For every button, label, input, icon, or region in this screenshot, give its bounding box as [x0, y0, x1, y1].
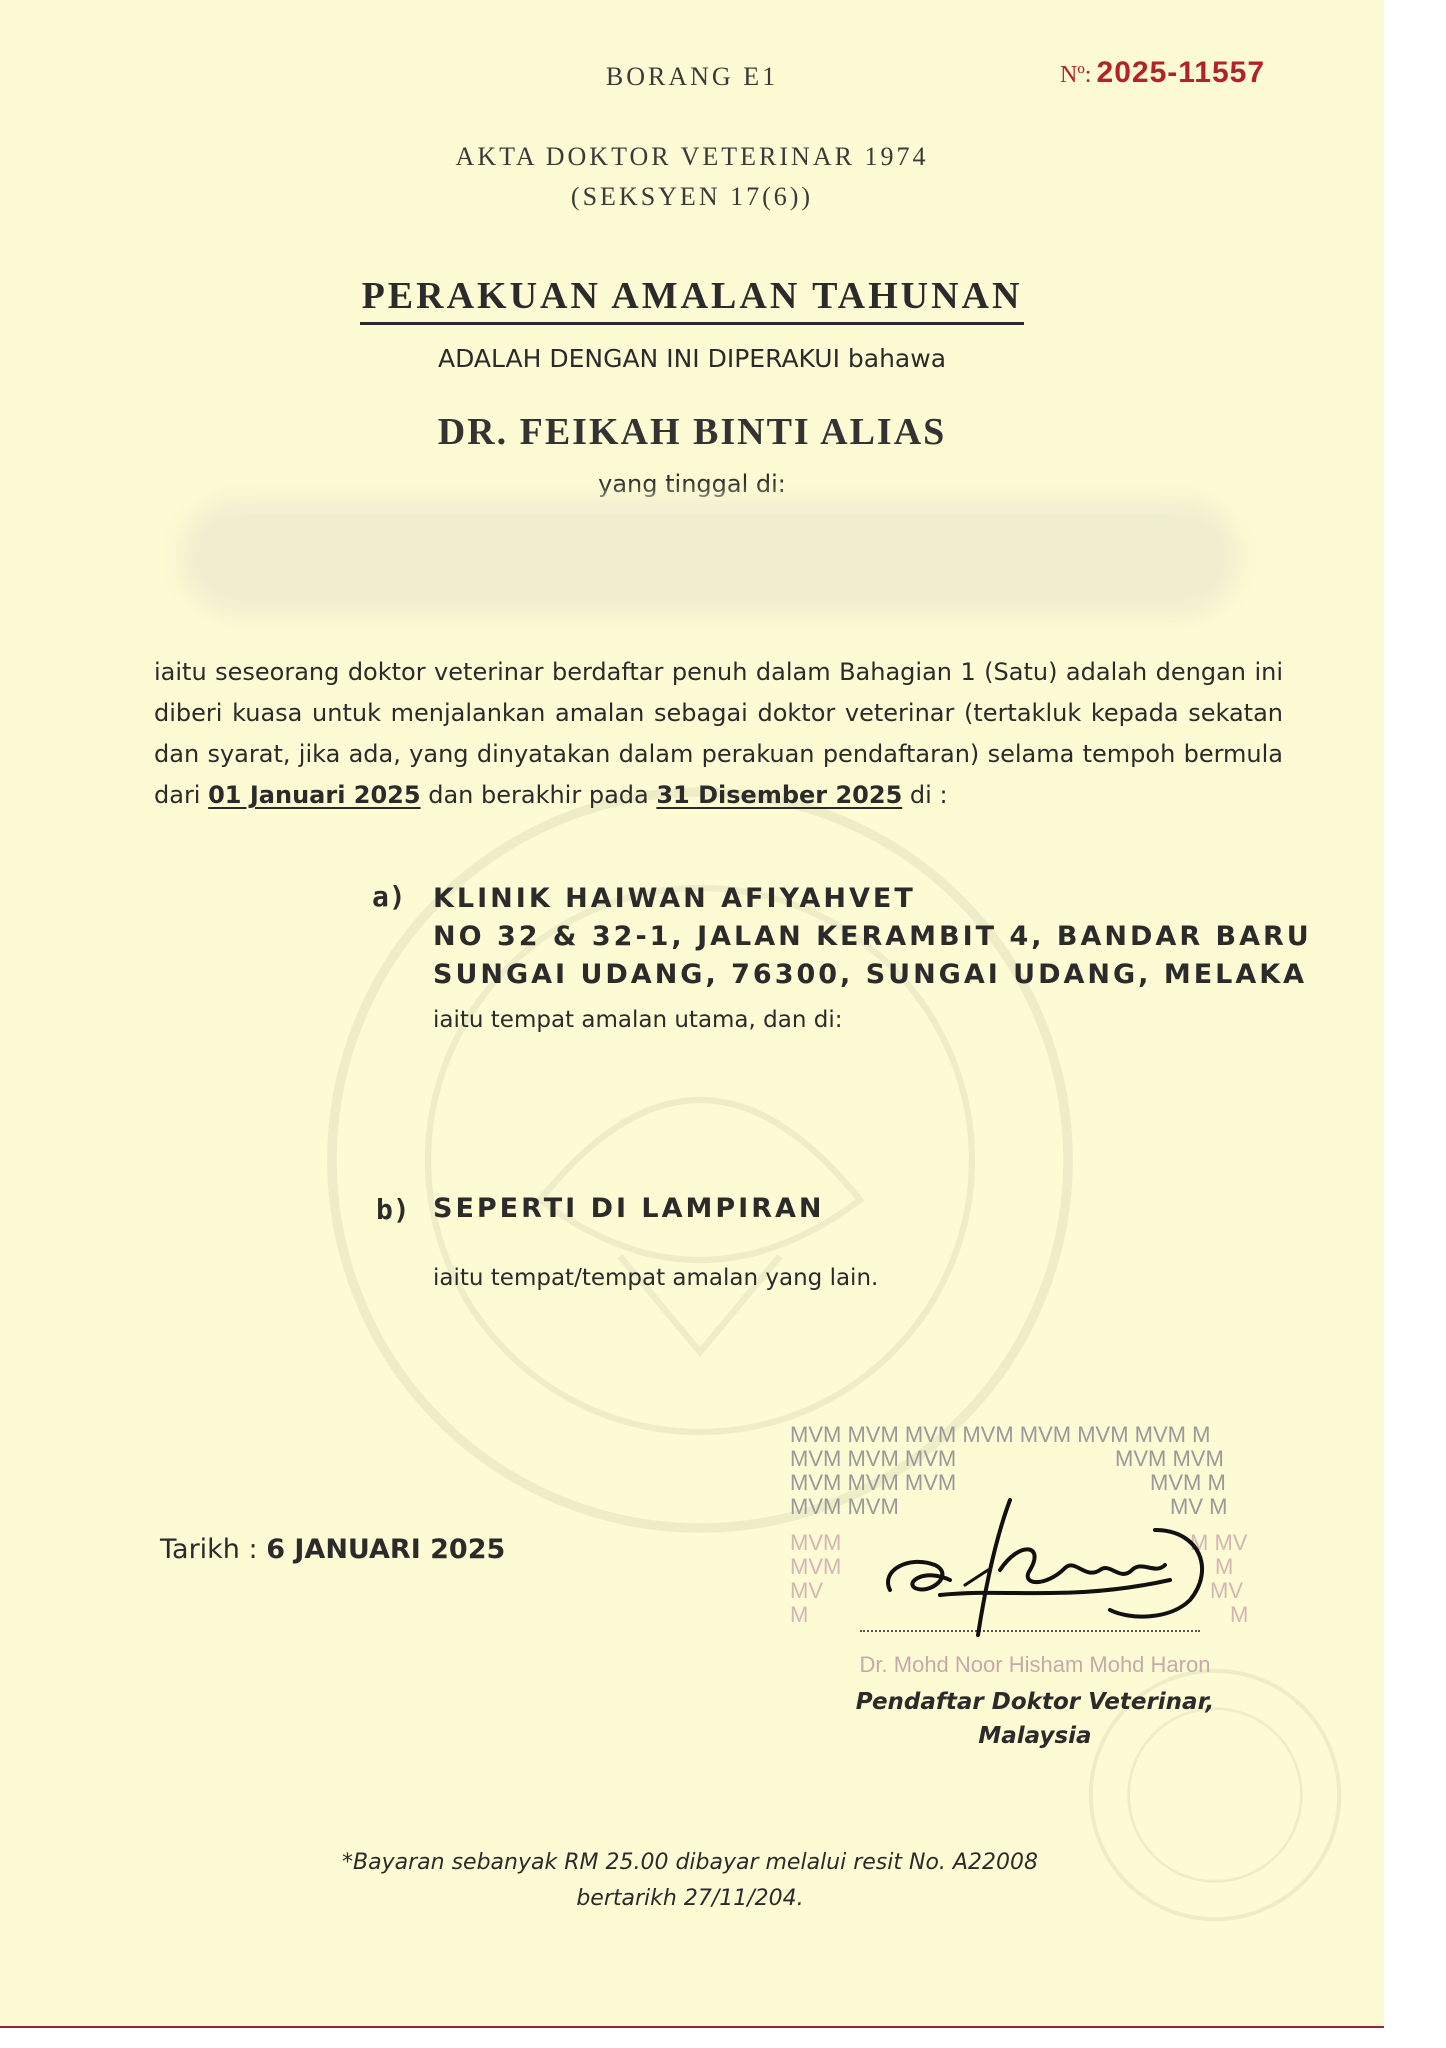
- act-name: AKTA DOKTOR VETERINAR 1974: [455, 142, 929, 171]
- stamp-row-icon: MVM MVM: [790, 1494, 899, 1519]
- certificate-title: PERAKUAN AMALAN TAHUNAN: [360, 272, 1025, 325]
- serial-number: [1060, 56, 1265, 90]
- svg-text:M: M: [1230, 1602, 1249, 1627]
- end-date: 31 Disember 2025: [656, 781, 903, 809]
- primary-practice-address: [433, 880, 1312, 994]
- declaration-text: ADALAH DENGAN INI DIPERAKUI bahawa: [437, 344, 947, 373]
- other-practice-note: iaitu tempat/tempat amalan yang lain.: [433, 1265, 879, 1291]
- form-label: BORANG E1: [605, 62, 779, 91]
- issue-date-value: 6 JANUARI 2025: [266, 1534, 506, 1565]
- other-practice-text: SEPERTI DI LAMPIRAN: [433, 1193, 825, 1224]
- residing-label: yang tinggal di:: [598, 470, 786, 498]
- primary-marker: a): [372, 880, 406, 913]
- body-text-2: dan berakhir pada: [420, 781, 657, 809]
- stamp-row-icon: MVM MVM: [1115, 1446, 1224, 1471]
- signature-icon: [870, 1470, 1240, 1640]
- stamp-row-icon: MV M: [1170, 1494, 1228, 1519]
- issue-date: [160, 1534, 505, 1565]
- stamp-row-icon: MVM M: [1150, 1470, 1226, 1495]
- start-date: 01 Januari 2025: [208, 781, 421, 809]
- authorization-paragraph: [154, 652, 1283, 816]
- issue-date-label: Tarikh :: [160, 1534, 267, 1565]
- stamp-row-icon: MVM MVM MVM MVM MVM MVM MVM M: [790, 1422, 1211, 1447]
- svg-text:MV: MV: [1210, 1578, 1243, 1603]
- svg-text:M MV: M MV: [1190, 1530, 1248, 1555]
- redacted-address: [180, 498, 1240, 616]
- primary-practice-note: iaitu tempat amalan utama, dan di:: [433, 1007, 843, 1033]
- svg-text:MV: MV: [790, 1578, 823, 1603]
- serial-prefix: Nº:: [1060, 62, 1092, 88]
- other-marker: b): [376, 1193, 410, 1226]
- svg-text:MVM: MVM: [790, 1554, 842, 1579]
- svg-text:M: M: [790, 1602, 809, 1627]
- payment-note: [250, 1845, 1130, 1917]
- primary-address-line: SUNGAI UDANG, 76300, SUNGAI UDANG, MELAKA: [433, 959, 1308, 990]
- registrar-title-line: Pendaftar Doktor Veterinar,: [855, 1689, 1215, 1715]
- serial-value: 2025-11557: [1096, 56, 1266, 89]
- svg-text:MVM: MVM: [790, 1530, 842, 1555]
- bottom-border: [0, 2026, 1384, 2028]
- payment-line: bertarikh 27/11/204.: [576, 1886, 804, 1911]
- body-text-1: iaitu seseorang doktor veterinar berdaftar penuh dalam Bahagian 1 (Satu) adalah dengan ini diberi kuasa untuk menjalankan amalan sebagai doktor veterinar (tertakluk kepada sekatan dan syarat, jika ada, yang dinyatakan dalam perakuan pendaftaran) selama tempoh bermula dari: [154, 658, 1283, 809]
- primary-address-line: KLINIK HAIWAN AFIYAHVET: [433, 883, 916, 914]
- act-section: (SEKSYEN 17(6)): [570, 182, 814, 211]
- primary-address-line: NO 32 & 32-1, JALAN KERAMBIT 4, BANDAR BARU: [433, 921, 1312, 952]
- title-wrapper: [0, 272, 1384, 325]
- stamp-row-icon: MVM MVM MVM: [790, 1470, 957, 1495]
- registrar-title-line: Malaysia: [978, 1723, 1092, 1749]
- payment-line: *Bayaran sebanyak RM 25.00 dibayar melalui resit No. A22008: [342, 1850, 1038, 1875]
- registrar-name: Dr. Mohd Noor Hisham Mohd Haron: [859, 1652, 1211, 1677]
- holder-name: DR. FEIKAH BINTI ALIAS: [437, 411, 947, 453]
- registrar-title: [800, 1685, 1270, 1753]
- stamp-row-icon: MVM MVM MVM: [790, 1446, 957, 1471]
- body-text-3: di :: [902, 781, 948, 809]
- svg-text:M: M: [1215, 1554, 1234, 1579]
